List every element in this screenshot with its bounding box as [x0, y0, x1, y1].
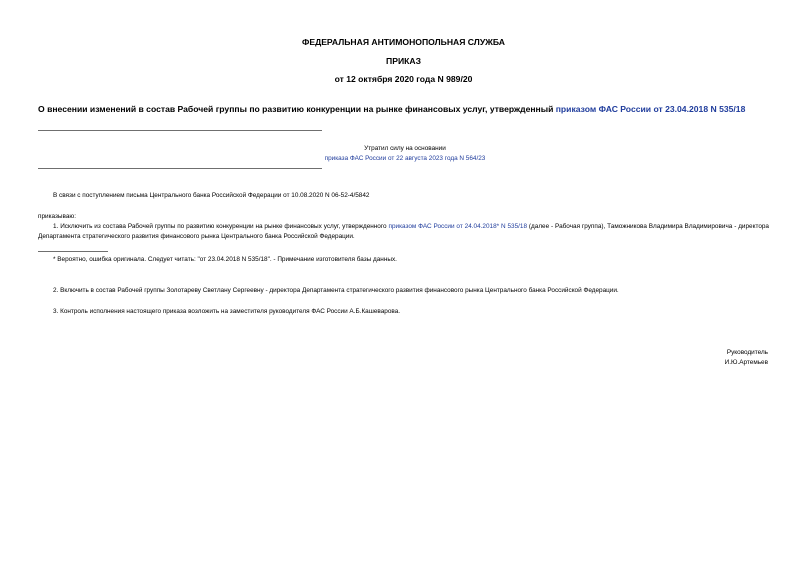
signature-position: Руководитель — [726, 349, 768, 356]
intro-paragraph: В связи с поступлением письма Центрального банка Российской Федерации от 10.08.2020 N 06-52-4/5842 — [53, 192, 370, 199]
document-title — [38, 104, 778, 115]
item-1-paragraph — [38, 222, 769, 242]
order-word: приказываю: — [38, 213, 76, 220]
divider-top — [38, 130, 322, 131]
item-1-text-before: 1. Исключить из состава Рабочей группы по развитию конкуренции на рынке финансовых услуг, утвержденного — [53, 223, 389, 230]
status-note — [300, 144, 510, 164]
doc-type-heading: ПРИКАЗ — [386, 56, 421, 66]
title-link[interactable]: приказом ФАС России от 23.04.2018 N 535/18 — [555, 104, 746, 114]
item-1-link[interactable]: приказом ФАС России от 24.04.2018* N 535/18 — [388, 223, 528, 230]
signature-name: И.Ю.Артемьев — [724, 359, 768, 366]
footnote: * Вероятно, ошибка оригинала. Следует читать: "от 23.04.2018 N 535/18". - Примечание изготовителя базы данных. — [53, 256, 397, 263]
divider-bottom — [38, 168, 322, 169]
status-note-line: Утратил силу на основании — [364, 145, 446, 152]
item-3-paragraph: 3. Контроль исполнения настоящего приказа возложить на заместителя руководителя ФАС России А.Б.Кашеварова. — [53, 308, 401, 315]
status-note-link[interactable]: приказа ФАС России от 22 августа 2023 года N 564/23 — [324, 155, 486, 162]
item-2-paragraph: 2. Включить в состав Рабочей группы Золотареву Светлану Сергеевну - директора Департамента стратегического развития финансового рынка Центрального банка Российской Федерации. — [53, 287, 619, 294]
item-1-text-after: (далее - Рабочая группа), Таможникова Владимира Владимировича - директора Департамента стратегического развития финансового рынка Центрального банка Российской Федерации. — [38, 223, 769, 241]
title-text: О внесении изменений в состав Рабочей группы по развитию конкуренции на рынке финансовых услуг, утвержденный — [38, 104, 556, 114]
signature-block — [618, 348, 768, 368]
agency-heading: ФЕДЕРАЛЬНАЯ АНТИМОНОПОЛЬНАЯ СЛУЖБА — [302, 37, 505, 47]
date-number-heading: от 12 октября 2020 года N 989/20 — [334, 74, 473, 84]
footnote-divider — [38, 251, 108, 252]
